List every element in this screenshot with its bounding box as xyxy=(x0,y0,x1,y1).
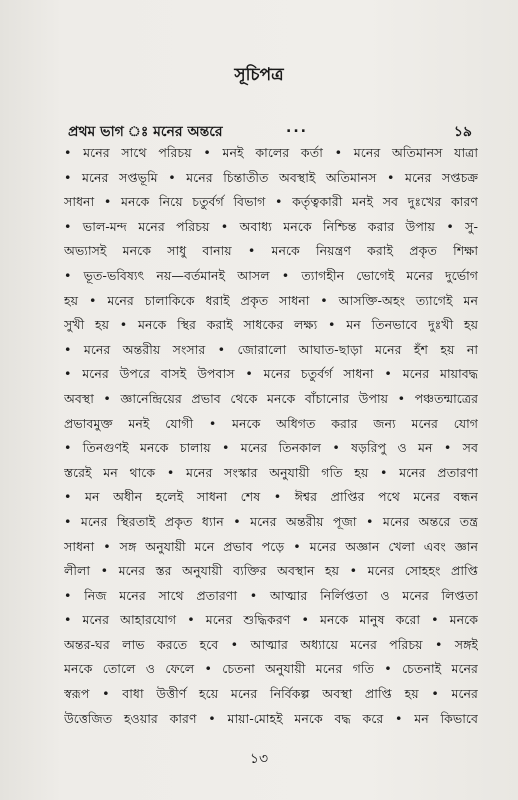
contents-line: উত্তেজিত হওয়ার কারণ • মায়া-মোহই মনকে বদ্ধ করে • মন কিভাবে xyxy=(64,710,478,726)
contents-line: • মনের অন্তরীয় সংসার • জোরালো আঘাত-ছাড়া মনের হঁশ হয় না xyxy=(64,341,478,357)
contents-line: • মনের উপরে বাসই উপবাস • মনের চতুর্বর্গ সাধনা • মনের মায়াবদ্ধ xyxy=(64,366,478,382)
leader-dots: ... xyxy=(286,120,308,136)
page-title: সূচিপত্র xyxy=(234,65,284,85)
contents-line: লীলা • মনের স্তর অনুযায়ী ব্যক্তির অবস্থান হয় • মনের সোহহং প্রাপ্তি xyxy=(64,563,478,579)
contents-line: অবস্থা • জ্ঞানেন্দ্রিয়ের প্রভাব থেকে মনকে বাঁচানোর উপায় • পঞ্চতন্মাত্রের xyxy=(64,390,478,406)
contents-line: অভ্যাসই মনকে সাধু বানায় • মনকে নিয়ন্ত্রণ করাই প্রকৃত শিক্ষা xyxy=(64,243,478,259)
contents-line: • মনের আহারযোগ • মনের শুদ্ধিকরণ • মনকে মানুষ করো • মনকে xyxy=(64,612,478,628)
contents-line: সাধনা • সঙ্গ অনুযায়ী মনে প্রভাব পড়ে • মনের অজ্ঞান খেলা এবং জ্ঞান xyxy=(64,538,478,554)
contents-line: • মনের সাথে পরিচয় • মনই কালের কর্তা • মনের অতিমানস যাত্রা xyxy=(64,145,478,160)
contents-line: • মনের স্থিরতাই প্রকৃত ধ্যান • মনের অন্তরীয় পূজা • মনের অন্তরে তন্ত্র xyxy=(64,513,478,529)
contents-line: হয় • মনের চালাকিকে ধরাই প্রকৃত সাধনা • আসক্তি-অহং ত্যাগেই মন xyxy=(64,292,478,308)
contents-list xyxy=(64,141,478,731)
contents-line: সাধনা • মনকে নিয়ে চতুর্বর্গ বিভাগ • কর্তৃত্বকারী মনই সব দুঃখের কারণ xyxy=(64,194,478,210)
contents-line: • মনের সপ্তভূমি • মনের চিন্তাতীত অবস্থাই অতিমানস • মনের সপ্তচক্র xyxy=(64,169,478,185)
contents-line: সুখী হয় • মনকে স্থির করাই সাধকের লক্ষ্য • মন তিনভাবে দুঃখী হয় xyxy=(64,317,478,333)
contents-line: স্বরূপ • বাধা উত্তীর্ণ হয়ে মনের নির্বিকল্প অবস্থা প্রাপ্তি হয় • মনের xyxy=(64,686,478,702)
contents-line: • ভূত-ভবিষ্যৎ নয়—বর্তমানই আসল • ত্যাগহীন ভোগেই মনের দুর্ভোগ xyxy=(64,267,478,283)
contents-line: • মন অধীন হলেই সাধনা শেষ • ঈশ্বর প্রাপ্তির পথে মনের বন্ধন xyxy=(64,489,478,505)
page-number: ১৩ xyxy=(249,751,269,767)
contents-line: • ভাল-মন্দ মনের পরিচয় • অবাধ্য মনকে নিশ্চিন্ত করার উপায় • সু- xyxy=(64,218,478,234)
section-label: প্রথম ভাগ ঃ মনের অন্তরে xyxy=(68,124,223,140)
contents-line: • নিজ মনের সাথে প্রতারণা • আত্মার নির্লিপ্ততা ও মনের লিপ্ততা xyxy=(64,587,478,603)
contents-line: • তিনগুণই মনকে চালায় • মনের তিনকাল • ষড়রিপু ও মন • সব xyxy=(64,440,478,456)
contents-line: মনকে তোলে ও ফেলে • চেতনা অনুযায়ী মনের গতি • চেতনাই মনের xyxy=(64,661,478,677)
contents-line: স্তরেই মন থাকে • মনের সংস্কার অনুযায়ী গতি হয় • মনের প্রতারণা xyxy=(64,464,478,480)
contents-line: অন্তর-ঘর লাভ করতে হবে • আত্মার অধ্যায়ে মনের পরিচয় • সঙ্গই xyxy=(64,636,478,652)
contents-line: প্রভাবমুক্ত মনই যোগী • মনকে অধিগত করার জন্য মনের যোগ xyxy=(64,415,478,431)
section-page: ১৯ xyxy=(453,124,472,140)
